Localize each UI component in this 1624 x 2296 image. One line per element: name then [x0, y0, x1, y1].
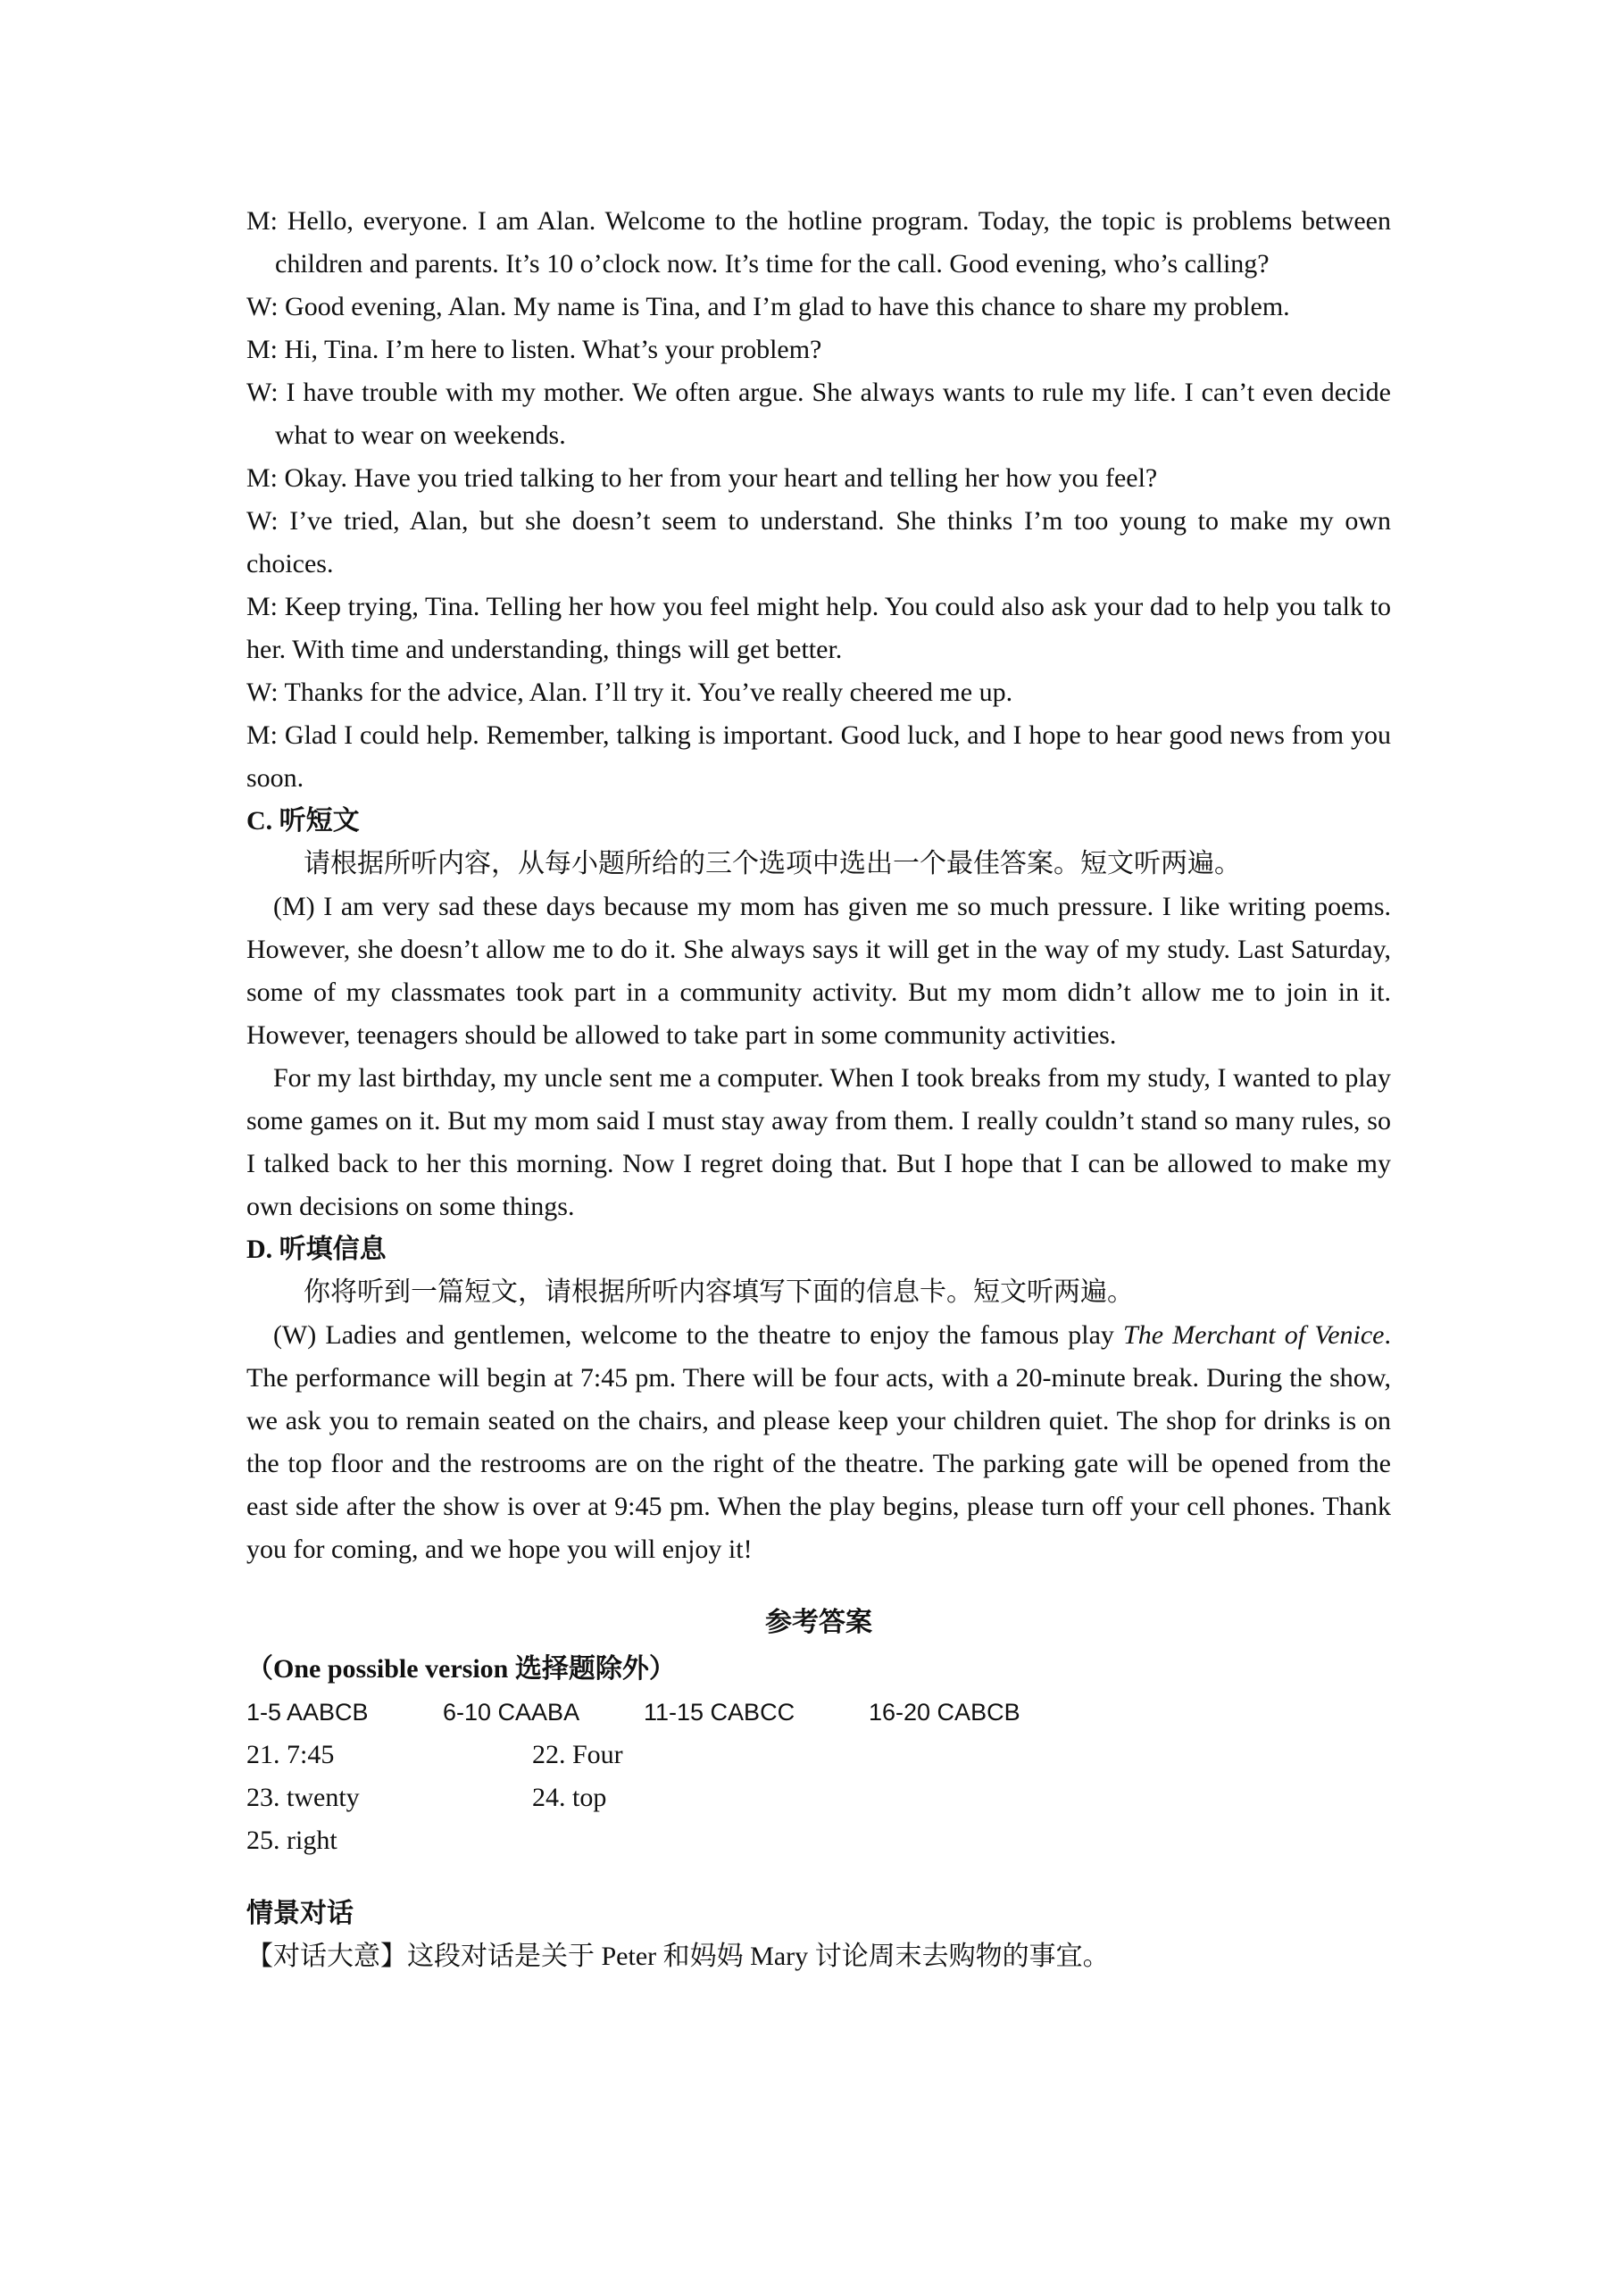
section-d-rest: . The performance will begin at 7:45 pm. There will be four acts, with a 20-minute break. During the show, we ask you to remain seated on the chairs, and please keep your children quiet. The shop for drinks is on the top floor and the restrooms are on the right of the theatre. The parking gate will be opened from the east side after the show is over at 9:45 pm. When the play begins, please turn off your cell phones. Thank you for coming, and we hope you will enjoy it! — [246, 1320, 1391, 1564]
dialogue-line: M: Hello, everyone. I am Alan. Welcome to the hotline program. Today, the topic is problems between children and parents. It’s 10 o’clock now. It’s time for the call. Good evening, who’s calling? — [246, 206, 1391, 279]
dialogue-line: M: Keep trying, Tina. Telling her how you feel might help. You could also ask your dad to help you talk to her. With time and understanding, things will get better. — [246, 592, 1391, 664]
dialogue-line: M: Hi, Tina. I’m here to listen. What’s your problem? — [246, 335, 822, 364]
version-note: （One possible version 选择题除外） — [246, 1654, 676, 1684]
fill-answers-row — [246, 1734, 1391, 1776]
situational-heading: 情景对话 — [246, 1899, 354, 1928]
section-c-paragraph-2: For my last birthday, my uncle sent me a computer. When I took breaks from my study, I wanted to play some games on it. But my mom said I must stay away from them. I really couldn’t stand so many rules, so I talked back to her this morning. Now I regret doing that. But I hope that I can be allowed to make my own decisions on some things. — [246, 1063, 1391, 1221]
fill-answer: 23. twenty — [246, 1783, 360, 1812]
fill-answer: 21. 7:45 — [246, 1740, 335, 1769]
page-content — [246, 200, 1391, 1978]
play-title: The Merchant of Venice — [1123, 1320, 1385, 1350]
dialogue-line: M: Okay. Have you tried talking to her from your heart and telling her how you feel? — [246, 463, 1158, 493]
section-spacer — [246, 1862, 1391, 1893]
dialogue-line: W: I’ve tried, Alan, but she doesn’t seem to understand. She thinks I’m too young to make my own choices. — [246, 506, 1391, 578]
section-d-paragraph — [246, 1314, 1391, 1571]
section-d-instruction: 你将听到一篇短文，请根据所听内容填写下面的信息卡。短文听两遍。 — [304, 1277, 1134, 1307]
choice-group: 6-10 CAABA — [443, 1699, 580, 1726]
section-d-intro: (W) Ladies and gentlemen, welcome to the theatre to enjoy the famous play — [273, 1320, 1124, 1350]
dialogue-line: W: I have trouble with my mother. We often argue. She always wants to rule my life. I can’t even decide what to wear on weekends. — [246, 378, 1391, 450]
fill-answers-row — [246, 1776, 1391, 1819]
fill-answers-row — [246, 1819, 1391, 1862]
answers-title: 参考答案 — [765, 1608, 872, 1637]
section-c-instruction: 请根据所听内容，从每小题所给的三个选项中选出一个最佳答案。短文听两遍。 — [304, 849, 1241, 878]
dialogue-line: W: Good evening, Alan. My name is Tina, and I’m glad to have this chance to share my problem. — [246, 292, 1290, 321]
choice-group: 1-5 AABCB — [246, 1699, 369, 1726]
situational-summary: 【对话大意】这段对话是关于 Peter 和妈妈 Mary 讨论周末去购物的事宜。 — [246, 1942, 1110, 1971]
dialogue-line: W: Thanks for the advice, Alan. I’ll try it. You’ve really cheered me up. — [246, 678, 1013, 707]
fill-answer: 25. right — [246, 1826, 337, 1855]
dialogue-line: M: Glad I could help. Remember, talking is important. Good luck, and I hope to hear good news from you soon. — [246, 720, 1391, 793]
fill-answer: 22. Four — [532, 1740, 623, 1769]
choice-group: 11-15 CABCC — [644, 1699, 795, 1726]
section-c-paragraph-1: (M) I am very sad these days because my mom has given me so much pressure. I like writing poems. However, she doesn’t allow me to do it. She always says it will get in the way of my study. Last Saturday, some of my classmates took part in a community activity. But my mom didn’t allow me to join in it. However, teenagers should be allowed to take part in some community activities. — [246, 892, 1391, 1050]
choice-answers-row — [246, 1691, 1391, 1734]
section-d-heading: D. 听填信息 — [246, 1235, 387, 1264]
choice-group: 16-20 CABCB — [869, 1699, 1020, 1726]
fill-answer: 24. top — [532, 1783, 607, 1812]
section-c-heading: C. 听短文 — [246, 806, 360, 836]
